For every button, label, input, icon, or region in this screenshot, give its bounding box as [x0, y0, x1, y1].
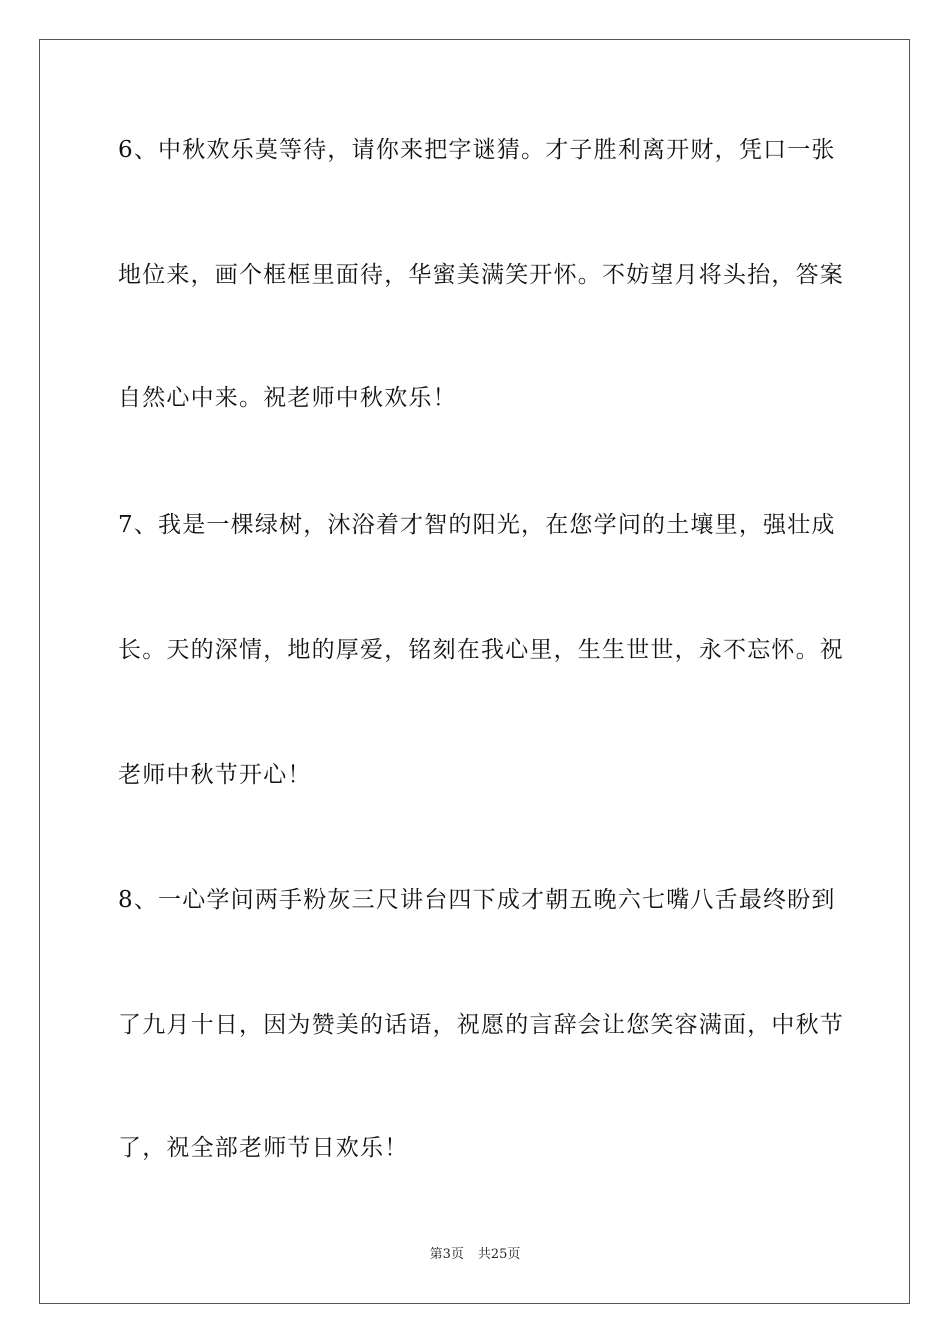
text-line: 了九月十日，因为赞美的话语，祝愿的言辞会让您笑容满面，中秋节: [118, 1012, 844, 1038]
page-number: 第3页: [429, 1247, 464, 1262]
text-line: 自然心中来。祝老师中秋欢乐！: [118, 385, 457, 411]
text-line: 长。天的深情，地的厚爱，铭刻在我心里，生生世世，永不忘怀。祝: [118, 637, 844, 663]
text-line: 老师中秋节开心！: [118, 762, 312, 788]
text-line: 了，祝全部老师节日欢乐！: [118, 1135, 409, 1161]
text-line: 7、我是一棵绿树，沐浴着才智的阳光，在您学问的土壤里，强壮成: [118, 512, 836, 538]
text-line: 地位来，画个框框里面待，华蜜美满笑开怀。不妨望月将头抬，答案: [118, 262, 844, 288]
text-line: 6、中秋欢乐莫等待，请你来把字谜猜。才子胜利离开财，凭口一张: [118, 137, 836, 163]
page-total: 共25页: [477, 1247, 521, 1262]
text-line: 8、一心学问两手粉灰三尺讲台四下成才朝五晚六七嘴八舌最终盼到: [118, 887, 836, 913]
page-footer: [0, 1246, 950, 1264]
page-border: [39, 39, 910, 1304]
